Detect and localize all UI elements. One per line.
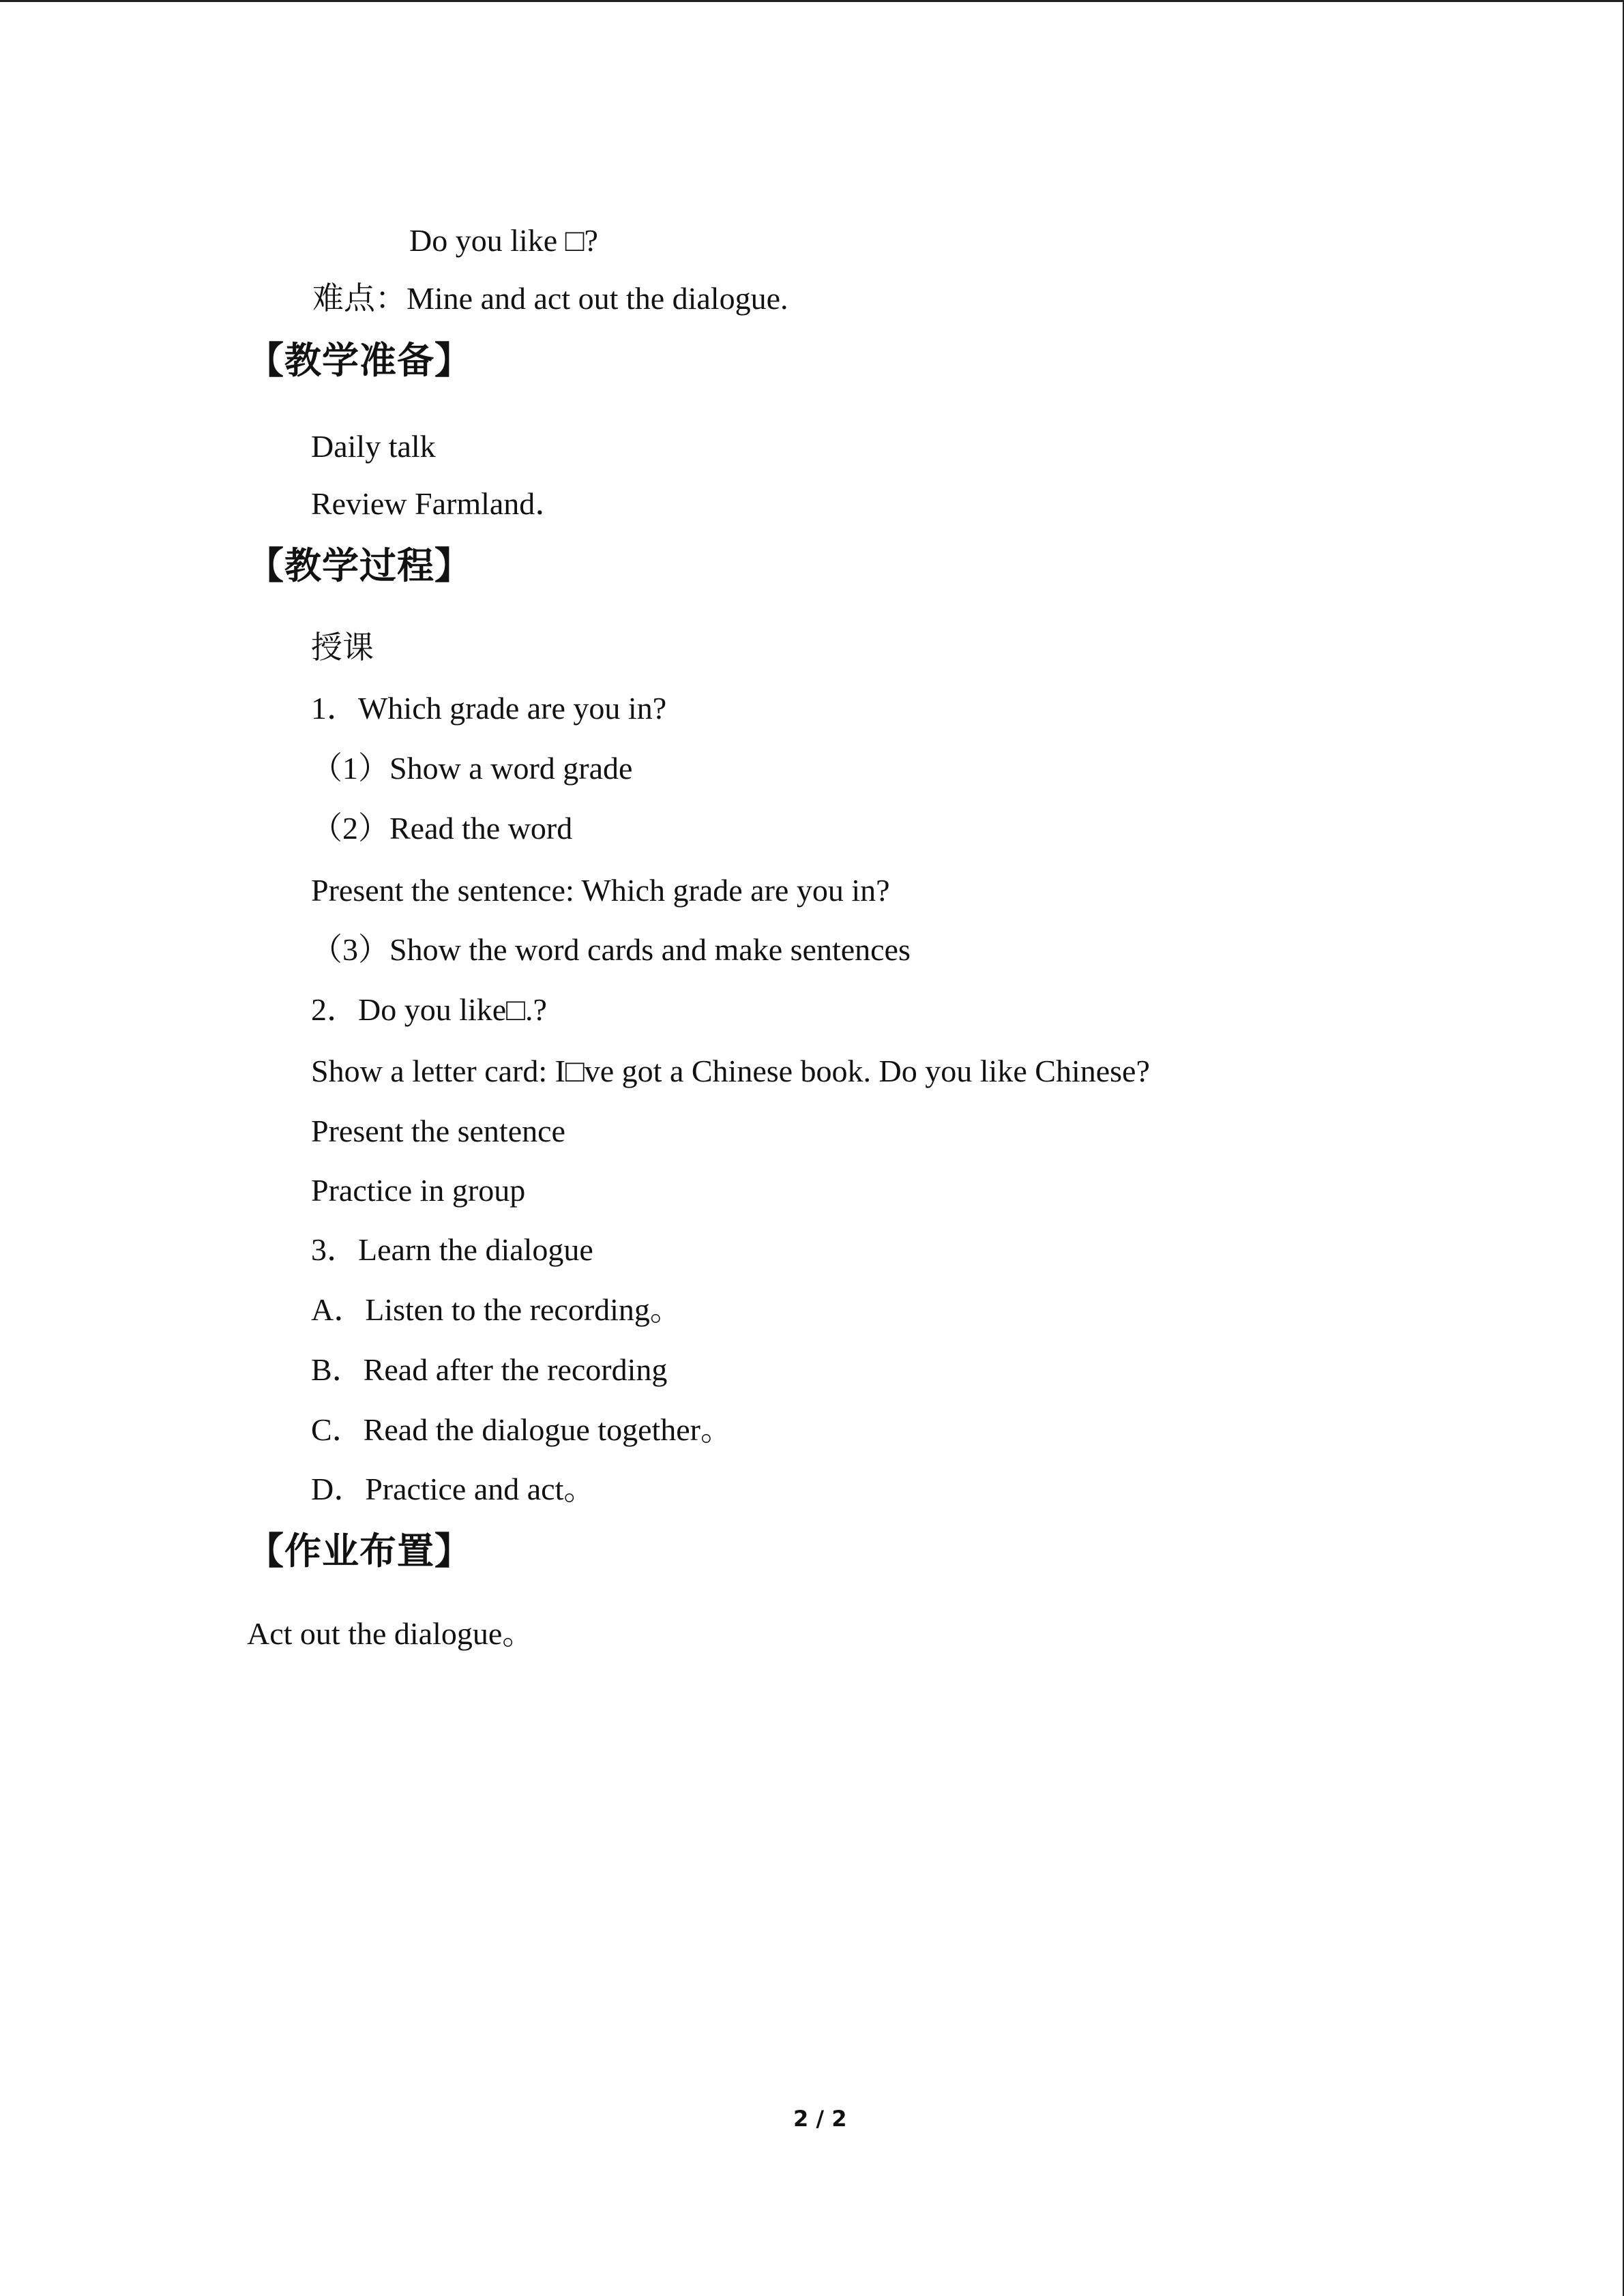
process-line: A．Listen to the recording。 xyxy=(311,1292,681,1327)
process-line: 2．Do you like□.? xyxy=(311,992,547,1027)
process-line: 授课 xyxy=(311,630,374,665)
homework-text: Act out the dialogue。 xyxy=(247,1616,534,1651)
process-line: Show a letter card: I□ve got a Chinese book. Do you like Chinese? xyxy=(311,1054,1150,1088)
process-line: （2）Read the word xyxy=(311,811,573,846)
process-line: Practice in group xyxy=(311,1173,526,1208)
process-line: 1．Which grade are you in? xyxy=(311,691,667,726)
process-line: D．Practice and act。 xyxy=(311,1472,595,1506)
section-heading-homework: 【作业布置】 xyxy=(247,1530,472,1572)
difficulty-line: 难点：Mine and act out the dialogue. xyxy=(312,281,788,316)
section-heading-process: 【教学过程】 xyxy=(247,544,472,587)
page-number: 2 / 2 xyxy=(793,2106,847,2132)
process-line: （1）Show a word grade xyxy=(311,751,633,786)
preparation-item: Review Farmland． xyxy=(311,486,567,521)
process-line: 3．Learn the dialogue xyxy=(311,1232,593,1267)
section-heading-preparation: 【教学准备】 xyxy=(247,339,472,382)
process-line: C．Read the dialogue together。 xyxy=(311,1412,733,1447)
process-line: Present the sentence: Which grade are you in? xyxy=(311,873,890,908)
process-line: Present the sentence xyxy=(311,1114,565,1148)
process-line: （3）Show the word cards and make sentences xyxy=(311,932,911,967)
objective-line: Do you like □? xyxy=(409,223,598,258)
process-line: B．Read after the recording xyxy=(311,1352,668,1387)
preparation-item: Daily talk xyxy=(311,429,436,464)
